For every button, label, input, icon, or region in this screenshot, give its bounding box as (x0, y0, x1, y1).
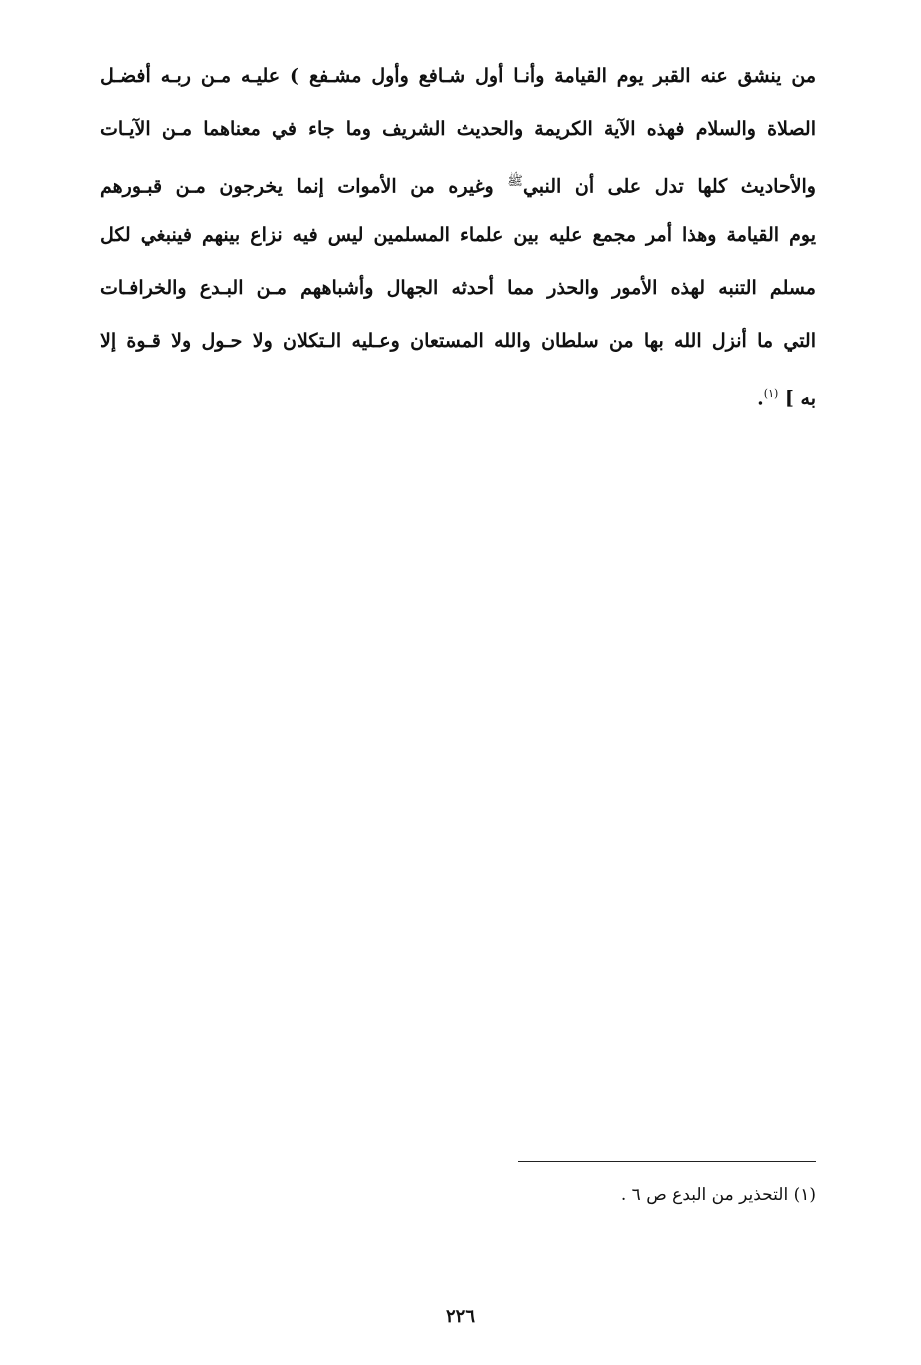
text-line (100, 160, 816, 213)
text-line: التي ما أنزل الله بها من سلطان والله المستعان وعـليه الـتكلان ولا حـول ولا قـوة إلا (100, 330, 816, 352)
text-segment: والأحاديث كلها تدل على أن النبي (522, 175, 816, 198)
body-text (100, 54, 816, 425)
text-segment: وغيره من الأموات إنما يخرجون مـن قبـورهم (100, 175, 508, 198)
closing-punctuation: . (757, 387, 764, 410)
footnote: (١) التحذير من البدع ص ٦ . (620, 1185, 816, 1205)
footnote-reference: (١) (763, 387, 779, 400)
footnote-divider (518, 1161, 816, 1162)
text-line: يوم القيامة وهذا أمر مجمع عليه بين علماء المسلمين ليس فيه نزاع بينهم فينبغي لكل (100, 224, 816, 246)
page-number: ٢٢٦ (445, 1306, 475, 1327)
salutation-mark: ﷺ (507, 174, 523, 189)
text-line: من ينشق عنه القبر يوم القيامة وأنـا أول شـافع وأول مشـفع ) عليـه مـن ربـه أفضـل (100, 65, 816, 87)
text-line: الصلاة والسلام فهذه الآية الكريمة والحديث الشريف وما جاء في معناهما مـن الآيـات (100, 118, 816, 140)
text-segment: به ] (784, 387, 816, 410)
text-line: مسلم التنبه لهذه الأمور والحذر مما أحدثه الجهال وأشباههم مـن البـدع والخرافـات (100, 277, 816, 299)
text-line (100, 372, 816, 425)
